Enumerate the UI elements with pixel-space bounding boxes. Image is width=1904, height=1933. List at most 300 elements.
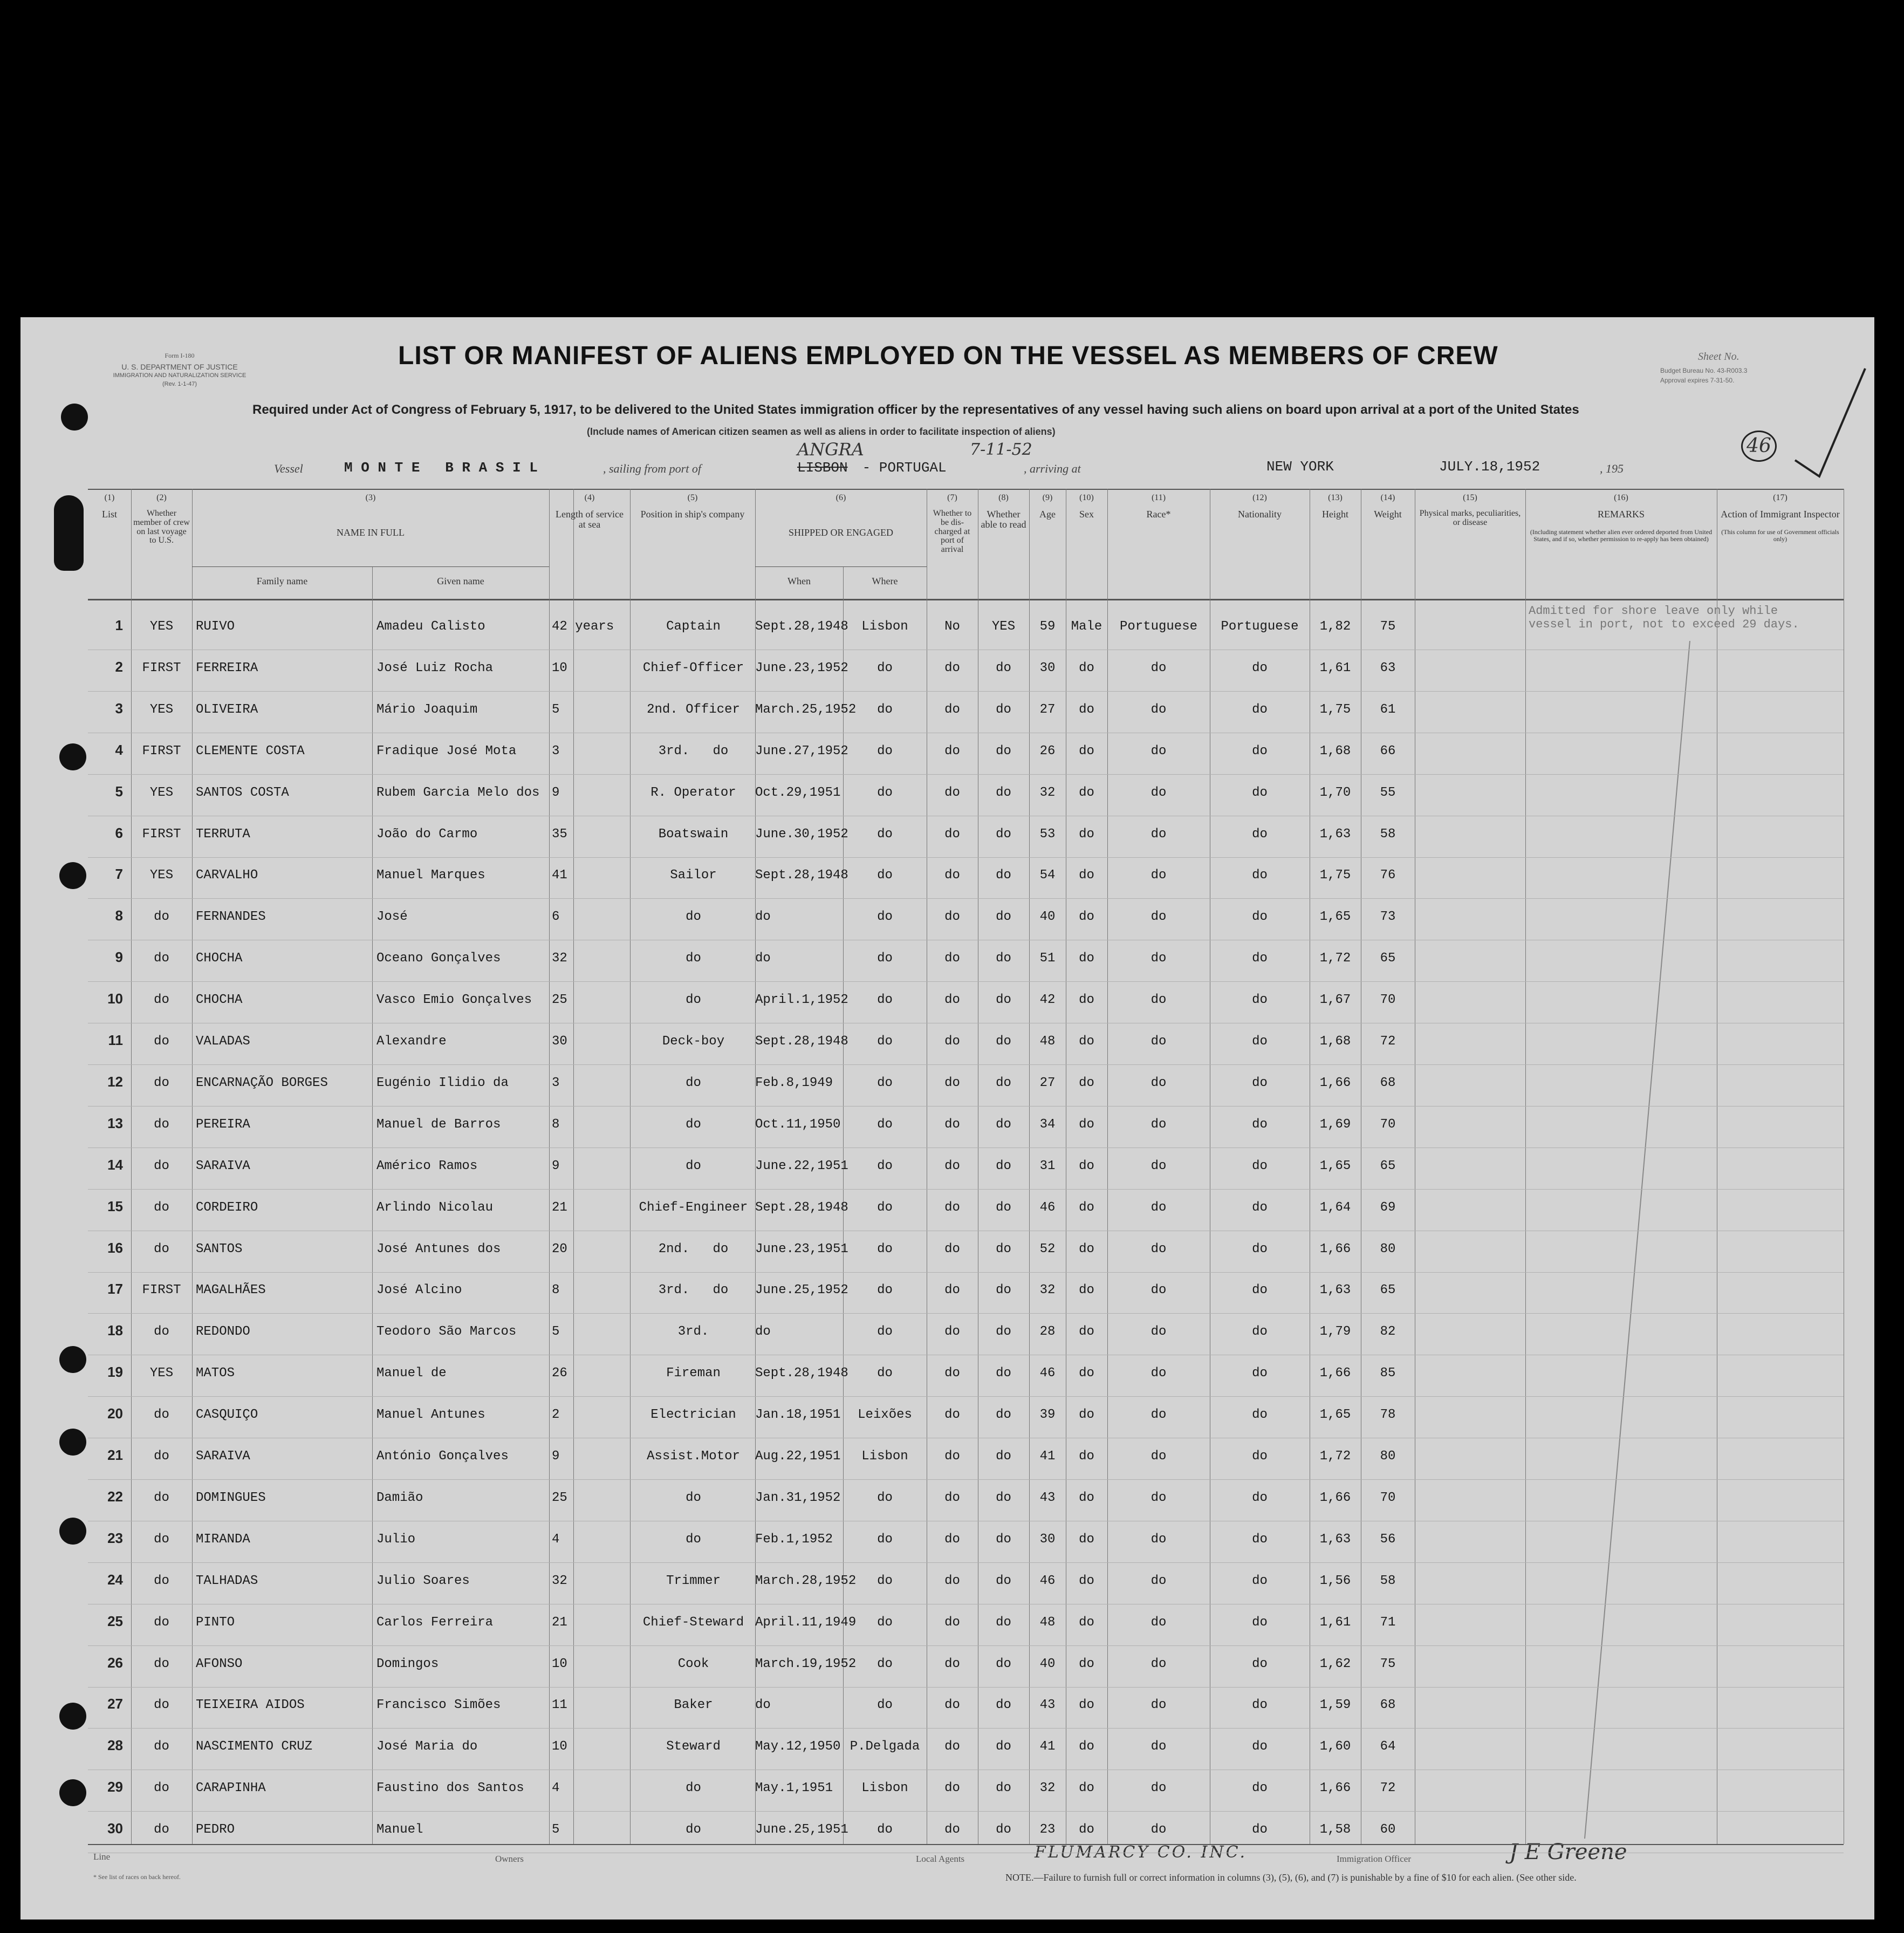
arriving-port: NEW YORK (1266, 459, 1334, 475)
row-number: 16 (107, 1239, 123, 1256)
row-number: 10 (107, 991, 123, 1007)
table-cell: do (686, 910, 701, 925)
column-number: (7) (947, 493, 957, 502)
table-cell: do (154, 1573, 169, 1588)
table-cell: MATOS (196, 1366, 235, 1381)
table-cell: do (686, 1158, 701, 1173)
table-cell: YES (149, 868, 174, 883)
table-cell: May.12,1950 (755, 1739, 841, 1754)
row-rule (88, 1645, 1844, 1646)
table-cell: do (877, 951, 893, 966)
column-header: SHIPPED OR ENGAGED (788, 527, 893, 538)
form-dept: U. S. DEPARTMENT OF JUSTICE (121, 363, 238, 371)
arrival-date: JULY.18,1952 (1439, 459, 1540, 475)
column-header: NAME IN FULL (337, 527, 405, 538)
table-cell: do (1150, 1117, 1167, 1132)
column-subheader: Where (872, 576, 898, 586)
table-cell: Feb.8,1949 (755, 1075, 833, 1090)
row-number: 14 (107, 1156, 123, 1173)
table-cell: June.30,1952 (755, 827, 848, 842)
table-cell: do (1079, 868, 1094, 883)
table-cell: do (877, 827, 893, 842)
punch-hole (59, 862, 86, 889)
table-cell: 1,75 (1319, 702, 1351, 717)
row-number: 13 (107, 1115, 123, 1131)
table-cell: 61 (1380, 702, 1396, 717)
table-cell: do (996, 1532, 1011, 1547)
table-cell: Arlindo Nicolau (376, 1200, 494, 1215)
table-cell: 75 (1380, 1656, 1396, 1671)
table-cell: 54 (1039, 868, 1056, 883)
table-cell: 78 (1380, 1408, 1396, 1423)
table-cell: 3 (552, 1075, 560, 1090)
table-cell: 1,58 (1319, 1822, 1351, 1838)
table-cell: CHOCHA (196, 993, 243, 1008)
row-number: 4 (115, 741, 123, 758)
name-subcolumn-divider (372, 566, 373, 1844)
table-cell: 3 (552, 743, 560, 759)
table-cell: Sept.28,1948 (755, 1034, 848, 1049)
table-cell: do (686, 951, 701, 966)
table-cell: MAGALHÃES (196, 1283, 266, 1298)
table-cell: do (154, 993, 169, 1008)
table-cell: PEDRO (196, 1822, 235, 1838)
table-cell: 11 (552, 1698, 567, 1713)
column-number: (14) (1380, 493, 1395, 502)
table-cell: do (1079, 1822, 1094, 1838)
table-cell: YES (149, 619, 174, 634)
table-cell: do (1252, 1075, 1268, 1090)
table-cell: 42 (1039, 993, 1056, 1008)
table-cell: do (755, 1324, 771, 1340)
row-number: 27 (107, 1696, 123, 1712)
table-cell: 72 (1380, 1034, 1396, 1049)
column-header: Weight (1374, 509, 1402, 520)
table-cell: do (1079, 1781, 1094, 1796)
table-cell: do (1079, 910, 1094, 925)
table-cell: 8 (552, 1117, 560, 1132)
punch-hole (59, 1703, 86, 1730)
table-cell: do (686, 993, 701, 1008)
table-cell: TEIXEIRA AIDOS (196, 1698, 305, 1713)
table-cell: do (996, 1283, 1011, 1298)
row-number: 2 (115, 658, 123, 675)
table-cell: do (1079, 1408, 1094, 1423)
table-cell: 23 (1039, 1822, 1056, 1838)
table-cell: do (1150, 1490, 1167, 1505)
table-cell: SARAIVA (196, 1449, 250, 1464)
table-cell: do (877, 785, 893, 800)
remarks-pencil-line (1574, 641, 1698, 1844)
table-cell: 1,79 (1319, 1324, 1351, 1340)
row-rule (88, 1313, 1844, 1314)
row-number: 17 (107, 1281, 123, 1297)
table-cell: 2nd. Officer (647, 702, 740, 717)
table-cell: 1,61 (1319, 660, 1351, 675)
table-cell: 5 (552, 1324, 560, 1340)
table-cell: 27 (1039, 1075, 1056, 1090)
table-cell: 32 (552, 1573, 567, 1588)
table-cell: FIRST (142, 1283, 181, 1298)
column-subheader: Family name (256, 576, 308, 586)
column-number: (10) (1079, 493, 1094, 502)
table-cell: YES (149, 702, 174, 717)
table-cell: do (944, 827, 960, 842)
table-cell: Julio (376, 1532, 416, 1547)
table-cell: CARVALHO (196, 868, 258, 883)
table-cell: do (154, 1490, 169, 1505)
table-cell: TERRUTA (196, 827, 250, 842)
sailing-label: , sailing from port of (603, 462, 701, 475)
table-cell: do (1150, 660, 1167, 675)
table-cell: do (154, 1158, 169, 1173)
table-cell: do (1252, 951, 1268, 966)
row-number: 23 (107, 1529, 123, 1546)
table-cell: Baker (674, 1698, 713, 1713)
table-cell: do (154, 1034, 169, 1049)
table-cell: 40 (1039, 1656, 1056, 1671)
table-cell: FERNANDES (196, 910, 266, 925)
table-cell: Damião (376, 1490, 423, 1505)
table-cell: do (1079, 702, 1094, 717)
table-cell: do (996, 951, 1011, 966)
table-cell: 75 (1380, 619, 1396, 634)
table-cell: 32 (1039, 1283, 1056, 1298)
table-cell: 4 (552, 1532, 560, 1547)
column-divider (549, 489, 550, 1844)
table-cell: do (1150, 1532, 1167, 1547)
table-cell: José Antunes dos (376, 1241, 501, 1256)
table-cell: do (877, 1200, 893, 1215)
table-cell: 41 (1039, 1449, 1056, 1464)
footer-officer-label: Immigration Officer (1337, 1854, 1412, 1864)
table-cell: do (686, 1117, 701, 1132)
table-cell: 76 (1380, 868, 1396, 883)
table-cell: do (944, 1241, 960, 1256)
table-cell: do (1252, 1532, 1268, 1547)
table-cell: do (944, 1615, 960, 1630)
table-cell: Electrician (650, 1408, 736, 1423)
table-cell: do (154, 1200, 169, 1215)
table-cell: do (1150, 702, 1167, 717)
table-cell: Carlos Ferreira (376, 1615, 494, 1630)
row-rule (88, 1272, 1844, 1273)
table-cell: Deck-boy (662, 1034, 725, 1049)
table-cell: 1,66 (1319, 1075, 1351, 1090)
table-cell: do (996, 1698, 1011, 1713)
table-cell: Faustino dos Santos (376, 1781, 524, 1796)
table-cell: do (1252, 1656, 1268, 1671)
table-cell: VALADAS (196, 1034, 250, 1049)
table-cell: do (944, 1075, 960, 1090)
table-cell: do (877, 1822, 893, 1838)
table-cell: do (154, 1408, 169, 1423)
table-cell: 10 (552, 1739, 567, 1754)
table-cell: 35 (552, 827, 567, 842)
table-cell: Portuguese (1119, 619, 1198, 634)
table-cell: do (1079, 1532, 1094, 1547)
table-cell: Vasco Emio Gonçalves (376, 993, 532, 1008)
column-number: (6) (835, 493, 846, 502)
table-cell: 43 (1039, 1698, 1056, 1713)
table-cell: 3rd. do (658, 743, 729, 759)
table-cell: Alexandre (376, 1034, 447, 1049)
table-cell: António Gonçalves (376, 1449, 509, 1464)
table-cell: 63 (1380, 660, 1396, 675)
table-cell: do (1150, 1366, 1167, 1381)
sheet-number-circled: 46 (1741, 431, 1777, 462)
row-number: 8 (115, 907, 123, 924)
table-cell: do (1079, 743, 1094, 759)
footer-agents-label: Local Agents (916, 1854, 965, 1864)
table-cell: AFONSO (196, 1656, 243, 1671)
table-cell: do (877, 1490, 893, 1505)
table-cell: do (944, 1283, 960, 1298)
table-cell: do (996, 1656, 1011, 1671)
footer-races-note: * See list of races on back hereof. (93, 1873, 181, 1881)
subtitle: Required under Act of Congress of February 5, 1917, to be delivered to the United States immigration officer by the representatives of any vessel having such aliens on board upon arrival at a port of the United States (252, 402, 1579, 417)
table-cell: do (1252, 1324, 1268, 1340)
row-number: 25 (107, 1613, 123, 1629)
table-cell: do (1150, 743, 1167, 759)
table-cell: 5 (552, 1822, 560, 1838)
table-cell: 42 years (552, 619, 614, 634)
table-cell: SARAIVA (196, 1158, 250, 1173)
check-mark-large (1790, 366, 1871, 484)
table-cell: do (1079, 1573, 1094, 1588)
table-cell: 1,65 (1319, 1408, 1351, 1423)
row-rule (88, 1064, 1844, 1065)
table-cell: 43 (1039, 1490, 1056, 1505)
table-cell: Sailor (670, 868, 717, 883)
table-cell: 46 (1039, 1366, 1056, 1381)
table-cell: do (877, 993, 893, 1008)
table-cell: Steward (666, 1739, 721, 1754)
punch-hole (59, 1518, 86, 1545)
table-cell: June.27,1952 (755, 743, 848, 759)
table-cell: do (1150, 1200, 1167, 1215)
table-cell: do (1150, 1781, 1167, 1796)
column-header: Whether able to read (981, 509, 1026, 530)
table-cell: ENCARNAÇÃO BORGES (196, 1075, 328, 1090)
subnote: (Include names of American citizen seamen as well as aliens in order to facilitate inspection of aliens) (587, 426, 1056, 437)
table-cell: 1,63 (1319, 827, 1351, 842)
table-cell: do (1252, 1117, 1268, 1132)
table-cell: do (996, 1117, 1011, 1132)
table-cell: do (154, 1532, 169, 1547)
table-cell: 1,66 (1319, 1241, 1351, 1256)
sheet-label: Sheet No. (1698, 351, 1739, 363)
table-cell: do (996, 1615, 1011, 1630)
table-cell: Feb.1,1952 (755, 1532, 833, 1547)
table-cell: do (996, 1158, 1011, 1173)
table-cell: do (1079, 1615, 1094, 1630)
table-cell: SANTOS COSTA (196, 785, 289, 800)
column-divider (630, 489, 631, 1844)
table-cell: do (944, 1532, 960, 1547)
table-cell: do (1252, 1615, 1268, 1630)
table-cell: do (1252, 1781, 1268, 1796)
table-cell: do (944, 1573, 960, 1588)
table-cell: do (944, 702, 960, 717)
table-cell: do (944, 1366, 960, 1381)
table-cell: do (1252, 1366, 1268, 1381)
table-cell: do (686, 1822, 701, 1838)
table-cell: No (944, 619, 960, 634)
table-cell: do (1150, 785, 1167, 800)
column-header: Age (1039, 509, 1056, 520)
table-cell: do (1079, 1449, 1094, 1464)
row-rule (88, 857, 1844, 858)
table-cell: do (877, 1075, 893, 1090)
table-cell: do (154, 1615, 169, 1630)
table-cell: do (154, 951, 169, 966)
row-rule (88, 1396, 1844, 1397)
table-cell: do (996, 1241, 1011, 1256)
table-cell: Amadeu Calisto (376, 619, 485, 634)
table-cell: 32 (1039, 785, 1056, 800)
table-cell: P.Delgada (850, 1739, 920, 1754)
table-cell: 68 (1380, 1698, 1396, 1713)
table-cell: 48 (1039, 1615, 1056, 1630)
table-cell: 1,70 (1319, 785, 1351, 800)
table-cell: do (996, 702, 1011, 717)
shipped-subheader-rule (755, 566, 927, 567)
table-cell: 85 (1380, 1366, 1396, 1381)
table-cell: do (1079, 1158, 1094, 1173)
table-cell: do (877, 1283, 893, 1298)
table-cell: 3rd. do (658, 1283, 729, 1298)
table-cell: do (1079, 1324, 1094, 1340)
vessel-label: Vessel (274, 462, 303, 475)
table-cell: do (944, 1449, 960, 1464)
column-number: (3) (365, 493, 376, 502)
table-cell: DOMINGUES (196, 1490, 266, 1505)
table-cell: do (1252, 1034, 1268, 1049)
table-cell: do (944, 1117, 960, 1132)
table-cell: do (1252, 1822, 1268, 1838)
table-cell: do (1150, 951, 1167, 966)
table-cell: do (1252, 1739, 1268, 1754)
table-cell: 1,68 (1319, 743, 1351, 759)
table-cell: Chief-Steward (642, 1615, 744, 1630)
row-number: 15 (107, 1198, 123, 1214)
table-cell: Manuel (376, 1822, 423, 1838)
table-cell: 25 (552, 993, 567, 1008)
table-cell: 32 (552, 951, 567, 966)
table-cell: do (877, 868, 893, 883)
table-cell: do (1252, 993, 1268, 1008)
table-cell: 10 (552, 1656, 567, 1671)
table-cell: do (944, 1408, 960, 1423)
table-cell: June.25,1951 (755, 1822, 848, 1838)
table-cell: 9 (552, 1449, 560, 1464)
table-cell: MIRANDA (196, 1532, 250, 1547)
table-cell: 5 (552, 702, 560, 717)
table-cell: 30 (1039, 1532, 1056, 1547)
table-cell: 65 (1380, 1158, 1396, 1173)
table-cell: Teodoro São Marcos (376, 1324, 517, 1340)
table-cell: Manuel Marques (376, 868, 485, 883)
table-cell: April.11,1949 (755, 1615, 857, 1630)
form-number: Form I-180 (165, 352, 195, 359)
table-cell: do (686, 1532, 701, 1547)
table-cell: do (944, 910, 960, 925)
table-cell: do (686, 1490, 701, 1505)
column-number: (17) (1773, 493, 1787, 502)
table-cell: Oct.11,1950 (755, 1117, 841, 1132)
table-cell: do (996, 910, 1011, 925)
table-cell: 1,65 (1319, 1158, 1351, 1173)
footer-note: NOTE.—Failure to furnish full or correct information in columns (3), (5), (6), and (7) is punishable by a fine of $10 for each alien. (See other side. (1005, 1872, 1577, 1883)
table-cell: José Maria do (376, 1739, 478, 1754)
row-number: 24 (107, 1571, 123, 1588)
table-cell: 1,64 (1319, 1200, 1351, 1215)
table-cell: Male (1071, 619, 1102, 634)
table-cell: do (877, 910, 893, 925)
table-cell: 3rd. (677, 1324, 709, 1340)
table-cell: do (1150, 910, 1167, 925)
table-cell: do (1079, 1241, 1094, 1256)
table-cell: do (944, 1490, 960, 1505)
table-cell: José (376, 910, 408, 925)
table-cell: Manuel de (376, 1366, 447, 1381)
table-cell: do (996, 785, 1011, 800)
table-cell: 59 (1039, 619, 1056, 634)
table-cell: 28 (1039, 1324, 1056, 1340)
table-cell: do (1252, 743, 1268, 759)
table-cell: 1,60 (1319, 1739, 1351, 1754)
table-cell: Leixões (858, 1408, 912, 1423)
table-cell: do (877, 1656, 893, 1671)
punch-hole (59, 1429, 86, 1456)
row-number: 6 (115, 824, 123, 841)
table-cell: April.1,1952 (755, 993, 848, 1008)
table-cell: do (996, 1034, 1011, 1049)
table-cell: do (755, 910, 771, 925)
table-cell: Sept.28,1948 (755, 1366, 848, 1381)
column-number: (4) (584, 493, 595, 502)
table-cell: 2 (552, 1408, 560, 1423)
table-cell: Mário Joaquim (376, 702, 478, 717)
table-cell: 21 (552, 1200, 567, 1215)
table-cell: 40 (1039, 910, 1056, 925)
table-cell: 56 (1380, 1532, 1396, 1547)
punch-hole (59, 743, 86, 770)
table-cell: do (154, 1075, 169, 1090)
punch-hole (59, 1346, 86, 1373)
table-cell: 58 (1380, 827, 1396, 842)
table-cell: 39 (1039, 1408, 1056, 1423)
table-cell: do (154, 1117, 169, 1132)
table-cell: 1,82 (1319, 619, 1351, 634)
row-number: 11 (108, 1032, 123, 1048)
table-cell: 26 (1039, 743, 1056, 759)
table-cell: 80 (1380, 1241, 1396, 1256)
table-cell: João do Carmo (376, 827, 478, 842)
column-number: (5) (687, 493, 698, 502)
table-cell: Sept.28,1948 (755, 1200, 848, 1215)
table-cell: do (996, 1822, 1011, 1838)
row-rule (88, 1728, 1844, 1729)
table-bottom-rule (88, 1844, 1844, 1845)
column-header-note: (This column for use of Government officials only) (1721, 528, 1839, 543)
hand-date: 7-11-52 (970, 440, 1032, 459)
column-header: Length of service at sea (556, 509, 624, 530)
table-cell: Manuel Antunes (376, 1408, 485, 1423)
table-cell: do (996, 743, 1011, 759)
table-cell: Assist.Motor (647, 1449, 740, 1464)
